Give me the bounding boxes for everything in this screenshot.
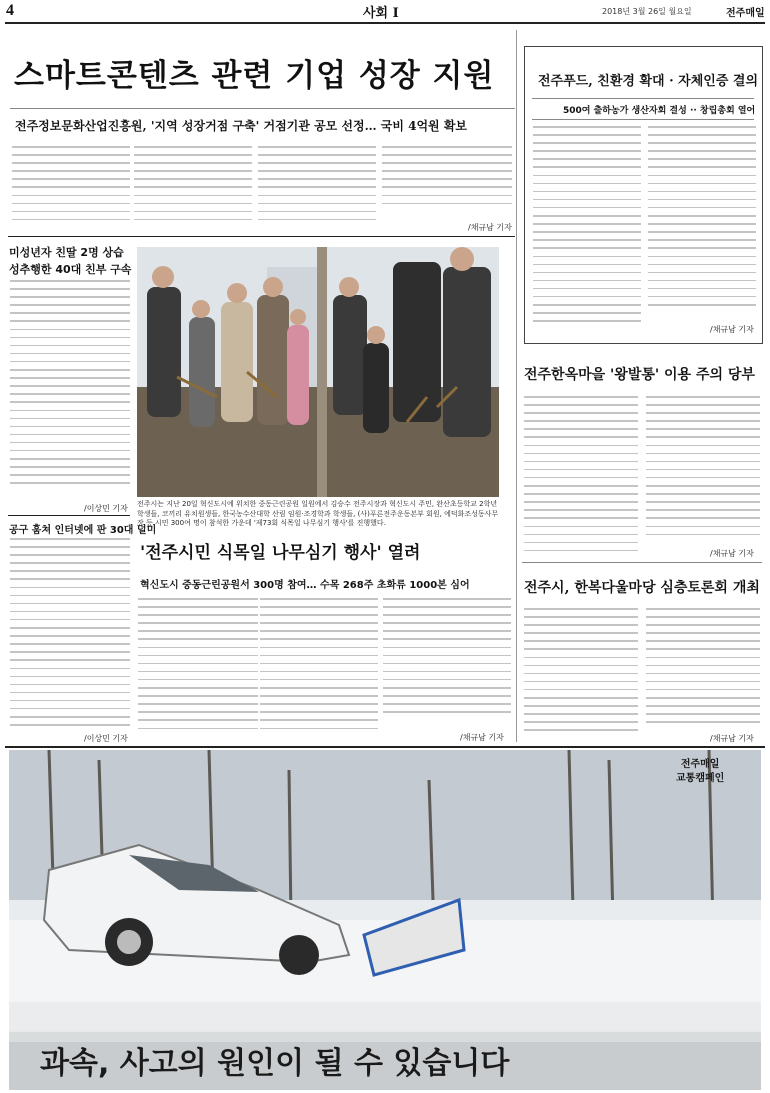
side-divider bbox=[8, 515, 130, 516]
campaign-badge-line1: 전주매일 bbox=[680, 759, 720, 770]
right-box-body-col1 bbox=[533, 126, 641, 334]
tree-article-body-col2 bbox=[260, 598, 378, 742]
main-article-body-col1 bbox=[12, 146, 130, 230]
section-divider bbox=[8, 236, 515, 237]
tree-article-body-col3 bbox=[383, 598, 511, 728]
right-article-2-byline: /채규남 기자 bbox=[710, 549, 754, 558]
section-name: 사회 I bbox=[363, 6, 399, 21]
side-article-2-body bbox=[10, 538, 130, 744]
column-divider bbox=[516, 30, 517, 742]
side-article-1-byline: /이상민 기자 bbox=[84, 504, 128, 513]
side-article-2-headline: 공구 훔쳐 인터넷에 판 30대 덜미 bbox=[9, 525, 157, 536]
right-box-subheadline: 500여 출하농가 생산자회 결성 ·· 창립총회 열어 bbox=[563, 106, 756, 116]
right-box-divider-top bbox=[532, 98, 754, 99]
right-article-2-body-col2 bbox=[646, 396, 760, 546]
main-article-body-col4 bbox=[382, 146, 512, 216]
side-article-2-byline: /이상민 기자 bbox=[84, 734, 128, 743]
page-number: 4 bbox=[6, 2, 14, 19]
side-article-1-subheadline: 성추행한 40대 친부 구속 bbox=[9, 263, 132, 276]
campaign-badge bbox=[676, 758, 724, 786]
right-article-3-body-col2 bbox=[646, 608, 760, 730]
tree-article-headline: '전주시민 식목일 나무심기 행사' 열려 bbox=[140, 543, 421, 563]
main-article-body-col3 bbox=[258, 146, 376, 230]
side-article-1-headline: 미성년자 친딸 2명 상습 bbox=[9, 246, 124, 259]
main-article-body-col2 bbox=[134, 146, 252, 230]
campaign-badge-line2: 교통캠페인 bbox=[676, 773, 725, 784]
photo-caption: 전주시는 지난 20일 혁신도시에 위치한 중동근린공원 일원에서 김승수 전주시장과 혁신도시 주민, 완산초등학교 2학년 학생들, 코끼리 유치원생들, 한국농수산대학 산림 임원·조경학과 학생들, (사)푸른전주운동본부 회원, 에덕화조성동사무장 등 시민 300여 명이 참석한 가운데 '제73회 식목일 나무심기 행사'를 진행했다. bbox=[137, 500, 499, 527]
right-box-byline: /채규남 기자 bbox=[710, 325, 754, 334]
right-article-2-body-col1 bbox=[524, 396, 638, 558]
right-divider bbox=[522, 562, 762, 563]
campaign-rule bbox=[5, 746, 765, 748]
tree-article-subheadline: 혁신도시 중동근린공원서 300명 참여… 수목 268주 초화류 1000본 심어 bbox=[140, 580, 470, 591]
side-article-1-body bbox=[10, 280, 130, 502]
main-subheadline: 전주정보문화산업진흥원, '지역 성장거점 구축' 거점기관 공모 선정… 국비 4억원 확보 bbox=[15, 119, 468, 133]
tree-planting-illustration bbox=[137, 247, 499, 497]
right-article-3-byline: /채규남 기자 bbox=[710, 734, 754, 743]
right-box-headline: 전주푸드, 친환경 확대 · 자체인증 결의 bbox=[538, 74, 759, 89]
tree-planting-photo bbox=[137, 247, 499, 497]
main-byline: /채규남 기자 bbox=[468, 223, 512, 232]
right-article-3-headline: 전주시, 한복다울마당 심층토론회 개최 bbox=[524, 580, 760, 596]
issue-date: 2018년 3월 26일 월요일 bbox=[602, 7, 692, 16]
tree-article-byline: /채규남 기자 bbox=[460, 733, 504, 742]
header-rule bbox=[5, 22, 765, 24]
tree-article-body-col1 bbox=[138, 598, 258, 742]
right-article-2-headline: 전주한옥마을 '왕발통' 이용 주의 당부 bbox=[524, 367, 755, 383]
campaign-slogan: 과속, 사고의 원인이 될 수 있습니다 bbox=[40, 1046, 510, 1081]
newspaper-brand: 전주매일 bbox=[726, 8, 765, 19]
right-box-body-col2 bbox=[648, 126, 756, 322]
right-box-divider-bottom bbox=[532, 119, 754, 120]
right-article-3-body-col1 bbox=[524, 608, 638, 742]
main-headline: 스마트콘텐츠 관련 기업 성장 지원 bbox=[14, 58, 495, 94]
main-divider bbox=[10, 108, 515, 109]
